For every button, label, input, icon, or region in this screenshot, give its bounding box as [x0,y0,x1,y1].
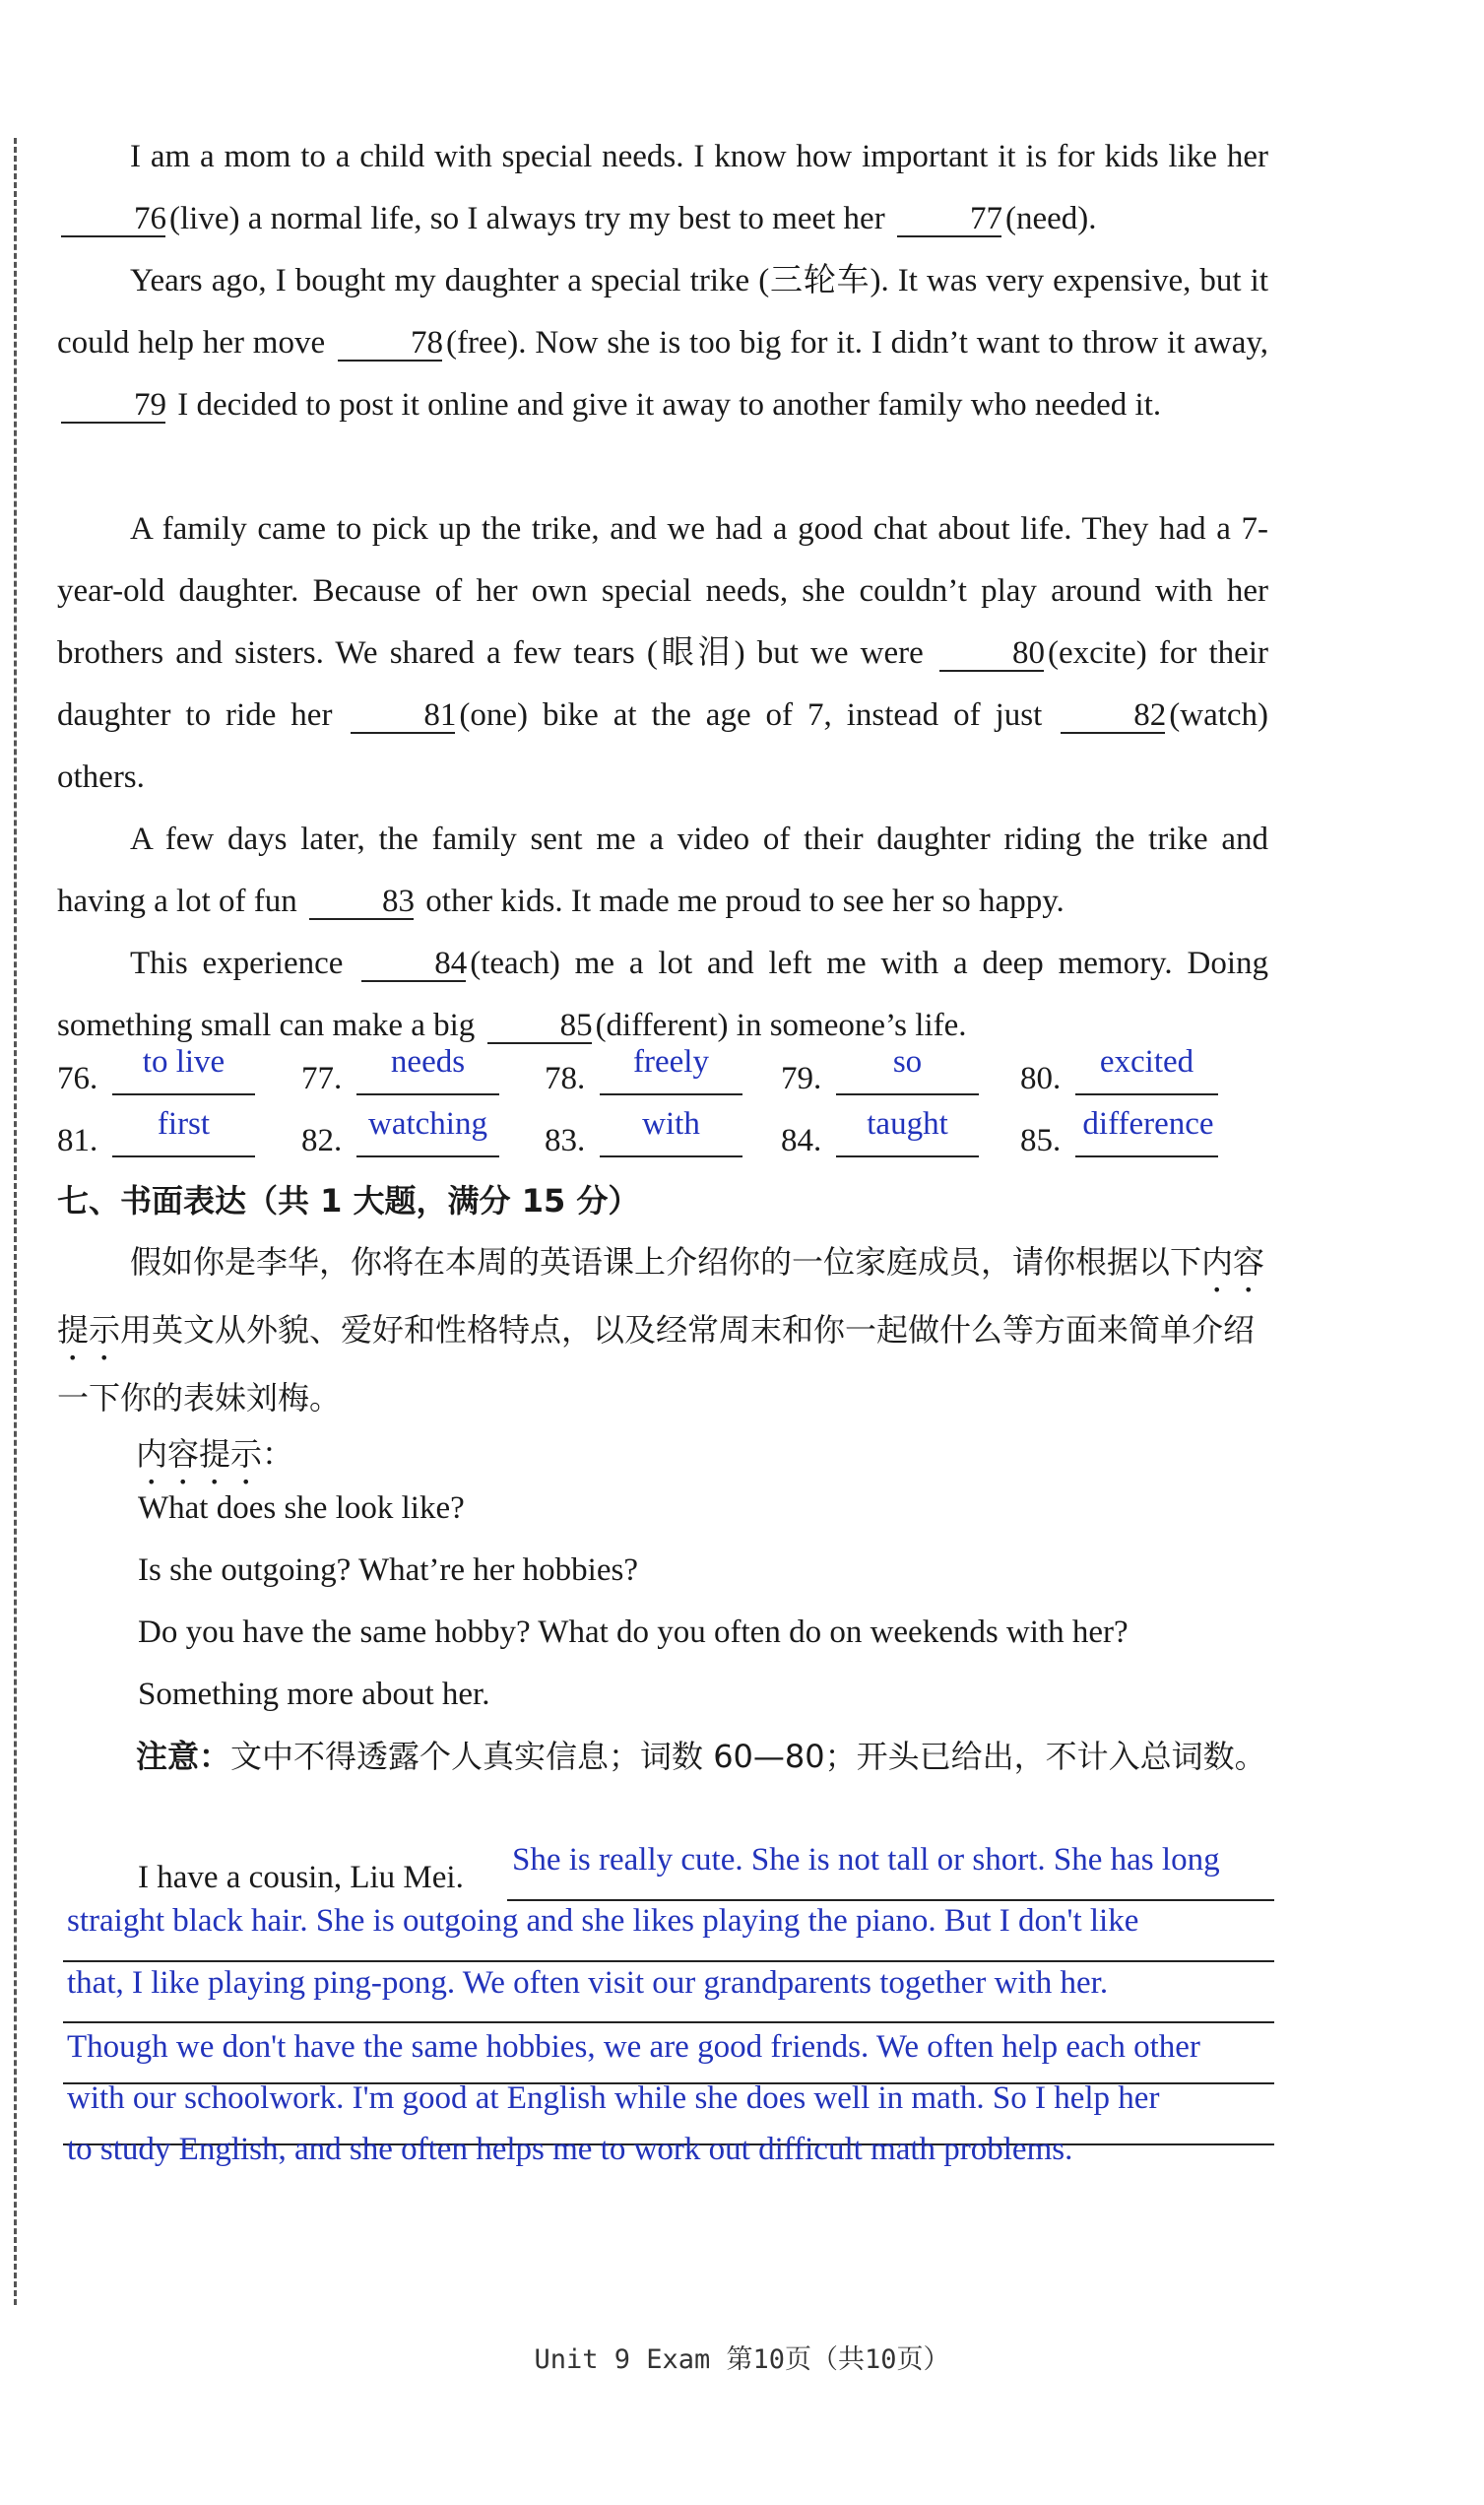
passage-text: (watch) others. [57,697,1269,795]
blank-85: 85 [487,1009,592,1044]
answer-value: watching [368,1106,487,1142]
answer-82 [301,1106,538,1165]
answer-81 [57,1106,293,1165]
answer-77 [301,1044,538,1103]
prompt-2: Is she outgoing? What’re her hobbies? [138,1552,638,1588]
answer-line [356,1093,499,1095]
answer-85 [1020,1106,1278,1165]
passage-text: (one) bike at the age of 7, instead of just [459,697,1043,733]
answer-line [1075,1093,1218,1095]
section-title: 七、书面表达（共 1 大题，满分 15 分） [57,1182,640,1220]
answer-value: taught [867,1106,948,1142]
passage-paragraph-4 [57,809,1268,933]
blank-83: 83 [309,885,414,920]
essay-text-line-2: straight black hair. She is outgoing and she likes playing the piano. But I don't like [67,1903,1139,1939]
essay-line [507,1899,1274,1901]
tips-label [136,1423,727,1491]
task-emphasis: 内容提示 [57,1243,1265,1349]
answer-84 [781,1106,1017,1165]
answer-value: so [892,1044,923,1080]
passage-text: other kids. It made me proud to see her so happy. [425,884,1065,919]
passage-text: Years ago, I bought my daughter a special trike (三轮车). It was very expensive, but it could help her move [57,263,1268,361]
answer-83 [545,1106,781,1165]
essay-text-line-4: Though we don't have the same hobbies, we are good friends. We often help each other [67,2029,1200,2065]
passage-text: (excite) for their daughter to ride her [57,635,1268,733]
note [57,1726,1278,1788]
prompt-3: Do you have the same hobby? What do you often do on weekends with her? [138,1615,1129,1650]
blank-79: 79 [61,388,165,424]
essay-text-line-5: with our schoolwork. I'm good at English while she does well in math. So I help her [67,2080,1160,2116]
answer-number: 78. [545,1061,586,1096]
answer-76 [57,1044,293,1103]
blank-77: 77 [897,202,1001,237]
passage-paragraph-3 [57,498,1268,809]
essay-line [63,2021,1274,2023]
essay-text-line-3: that, I like playing ping-pong. We often visit our grandparents together with her. [67,1965,1109,2001]
blank-78: 78 [338,326,442,362]
answer-line [112,1155,255,1157]
passage-text: I decided to post it online and give it away to another family who needed it. [177,387,1162,423]
answer-number: 77. [301,1061,343,1096]
prompt-1: What does she look like? [138,1490,465,1526]
answer-line [600,1155,742,1157]
answer-line [836,1093,979,1095]
answer-line [600,1093,742,1095]
essay-text-line-6: to study English, and she often helps me to work out difficult math problems. [67,2132,1073,2167]
essay-line [63,1960,1274,1962]
answer-line [836,1155,979,1157]
blank-82: 82 [1061,698,1165,734]
blank-81: 81 [351,698,455,734]
answer-number: 80. [1020,1061,1062,1096]
answer-number: 83. [545,1123,586,1158]
answer-value: difference [1082,1106,1214,1142]
tips-label-text: 内容提示 [136,1435,263,1473]
answer-number: 84. [781,1123,822,1158]
answer-number: 76. [57,1061,98,1096]
answer-value: with [642,1106,700,1142]
answer-line [356,1155,499,1157]
passage-paragraph-2 [57,250,1268,436]
passage-text: (free). Now she is too big for it. I didn’t want to throw it away, [445,325,1268,361]
answer-value: needs [390,1044,466,1080]
answer-78 [545,1044,781,1103]
answer-number: 79. [781,1061,822,1096]
passage-text: A few days later, the family sent me a video of their daughter riding the trike and having a lot of fun [57,822,1268,919]
blank-80: 80 [939,636,1044,672]
answer-line [1075,1155,1218,1157]
answer-value: freely [633,1044,709,1080]
passage-text: (teach) me a lot and left me with a deep memory. Doing something small can make a big [57,946,1269,1043]
blank-84: 84 [361,947,466,982]
task-text: 假如你是李华，你将在本周的英语课上介绍你的一位家庭成员，请你根据以下 [130,1243,1202,1281]
answer-number: 82. [301,1123,343,1158]
answer-value: to live [142,1044,226,1080]
answer-number: 81. [57,1123,98,1158]
prompt-4: Something more about her. [138,1677,490,1712]
passage-text: (live) a normal life, so I always try my best to meet her [169,201,885,236]
passage-text: (need). [1004,201,1097,236]
essay-text-line-1: She is really cute. She is not tall or short. She has long [512,1842,1220,1878]
passage-text: A family came to pick up the trike, and we had a good chat about life. They had a 7-year-old daughter. Because of her own special needs, she couldn’t play around with her brothers and sisters. We shared a few tears (眼泪) but we were [57,511,1268,671]
answer-value: excited [1099,1044,1194,1080]
note-label: 注意： [136,1738,231,1775]
writing-task [57,1231,1278,1429]
answer-line [112,1093,255,1095]
passage-text: This experience [130,946,344,981]
passage-paragraph-5 [57,933,1268,1057]
blank-76: 76 [61,202,165,237]
passage-text: I am a mom to a child with special needs. I know how important it is for kids like her [130,139,1268,174]
task-text: 用英文从外貌、爱好和性格特点，以及经常周末和你一起做什么等方面来简单介绍一下你的表妹刘梅。 [57,1311,1256,1417]
page-footer: Unit 9 Exam 第10页（共10页） [534,2344,950,2375]
answer-80 [1020,1044,1278,1103]
essay-start: I have a cousin, Liu Mei. [138,1860,464,1895]
answer-79 [781,1044,1017,1103]
binding-margin-line [14,138,17,2305]
note-text: 文中不得透露个人真实信息；词数 60—80；开头已给出，不计入总词数。 [230,1738,1266,1775]
passage-text: (different) in someone’s life. [595,1008,967,1043]
answer-number: 85. [1020,1123,1062,1158]
answer-value: first [157,1106,211,1142]
passage-paragraph-1 [57,126,1268,250]
tips-colon: ： [262,1435,294,1473]
